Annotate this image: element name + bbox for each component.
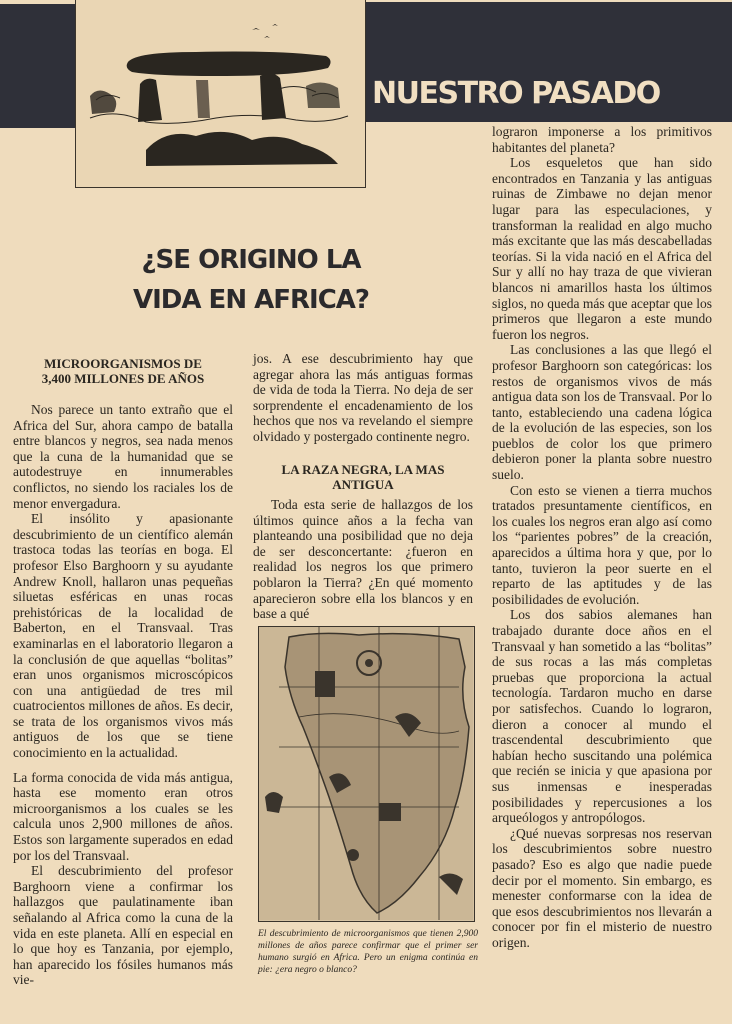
paragraph: Los esqueletos que han sido encontrados en Tanzania y las antiguas ruinas de Zimbawe no dejan menor lugar para las especulaciones, y transforman la realidad en algo mucho más excitante que las más descabelladas teorías. Si la vida nació en el Africa del Sur y allí no hay traza de que vivieran blancos ni amarillos hasta los últimos siglos, no queda más que aceptar que los primeros que llegaron a este mundo fueron los negros. xyxy=(492,155,712,342)
subhead-line-2: 3,400 MILLONES DE AÑOS xyxy=(41,371,205,386)
dolmen-photo xyxy=(75,0,366,188)
article-headline xyxy=(86,240,416,320)
dolmen-illustration xyxy=(76,0,364,186)
paragraph: El insólito y apasionante descubrimiento de un científico alemán trastoca todas las teorías en boga. El profesor Elso Barghoorn y su ayudante Andrew Knoll, hallaron unas pequeñas siluetas esféricas en unas rocas prehistóricas de la localidad de Baberton, en el Transvaal. Tras examinarlas en el laboratorio llegaron a la conclusión de que aquellas “bolitas” eran unos organismos microscópicos con una antigüedad de tres mil cuatrocientos millones de años. Es decir, se trata de los organismos vivos más antiguos de los que se tiene conocimiento en la actualidad. xyxy=(13,511,233,761)
paragraph: El descubrimiento del profesor Barghoorn viene a confirmar los hallazgos que paulatinamente iban señalando al Africa como la cuna de la vida en este planeta. Allí en especial en lo que hoy es Tanzania, por ejemplo, han aparecido los fósiles humanos más vie- xyxy=(13,863,233,988)
subhead-microorganismos xyxy=(13,356,233,386)
headline-line-1: ¿SE ORIGINO LA xyxy=(141,245,361,275)
text-column-3 xyxy=(492,124,712,950)
map-caption: El descubrimiento de microorganismos que tienen 2,900 millones de años parece confirmar que el primer ser humano surgió en Africa. Pero un enigma continúa en pie: ¿era negro o blanco? xyxy=(258,929,478,975)
paragraph: Los dos sabios alemanes han trabajado durante doce años en el Transvaal y han sometido a las “bolitas” de sus rocas a las más completas pruebas que proporciona la actual tecnología. Tardaron mucho en darse por satisfechos. Cuando lo lograron, dieron a conocer al mundo el trascendental descubrimiento que habían hecho suscitando una polémica que recién se inicia y que apasiona por sus inmensas e inesperadas posibilidades y repercusiones a los arqueólogos y antropólogos. xyxy=(492,607,712,826)
africa-map-image xyxy=(258,626,475,922)
paragraph: ¿Qué nuevas sorpresas nos reservan los descubrimientos sobre nuestro pasado? Eso es algo que nadie puede decir por el momento. Sin embargo, es menester conformarse con la idea de que esos descubrimientos nos llevarán a conocer por fin el misterio de nuestro origen. xyxy=(492,825,712,950)
text-column-1 xyxy=(13,356,233,988)
section-title: NUESTRO PASADO xyxy=(372,76,660,111)
subhead-raza-negra xyxy=(253,462,473,492)
africa-map-illustration xyxy=(259,627,473,920)
paragraph: Las conclusiones a las que llegó el profesor Barghoorn son categóricas: los restos de organismos vivos de más antigua data son los de Transvaal. Por lo tanto, estableciendo una cadena lógica de la evolución de las especies, son los pueblos de color los que primero debieron poner la planta sobre nuestro suelo. xyxy=(492,342,712,483)
paragraph: jos. A ese descubrimiento hay que agregar ahora las más antiguas formas de vida de toda la Tierra. No deja de ser sorprendente el encadenamiento de los hechos que nos va revelando el siempre olvidado y postergado continente negro. xyxy=(253,351,473,444)
headline-line-2: VIDA EN AFRICA? xyxy=(133,285,369,315)
text-column-2-bottom xyxy=(253,497,473,622)
paragraph: Nos parece un tanto extraño que el Africa del Sur, ahora campo de batalla entre blancos y negros, sea nada menos que la cuna de la humanidad que se autodestruye en innumerables conflictos, no siendo los raciales los de menor envergadura. xyxy=(13,402,233,511)
header-dark-band-left xyxy=(0,4,75,128)
paragraph: Toda esta serie de hallazgos de los últimos quince años a la fecha van planteando una posibilidad que no deja de ser desconcertante: ¿fueron en realidad los negros los que primero poblaron la Tierra? ¿En qué momento aparecieron sobre ella los blancos y en base a qué xyxy=(253,497,473,622)
subhead-line-1: LA RAZA NEGRA, LA MAS xyxy=(281,462,445,477)
text-column-2-top xyxy=(253,351,473,445)
paragraph: lograron imponerse a los primitivos habitantes del planeta? xyxy=(492,124,712,155)
paragraph: La forma conocida de vida más antigua, hasta ese momento eran otros microorganismos a los cuales se les calcula unos 2,900 millones de años. Estos son largamente superados en edad por los del Transvaal. xyxy=(13,769,233,863)
paragraph: Con esto se vienen a tierra muchos tratados presuntamente científicos, en los cuales los negros eran algo así como los “parientes pobres” de la creación, aparecidos a última hora y que, por lo tanto, tuvieron la peor suerte en el reparto de las aptitudes y de las posibilidades de evolución. xyxy=(492,482,712,607)
subhead-line-2: ANTIGUA xyxy=(332,477,394,492)
subhead-line-1: MICROORGANISMOS DE xyxy=(44,356,202,371)
